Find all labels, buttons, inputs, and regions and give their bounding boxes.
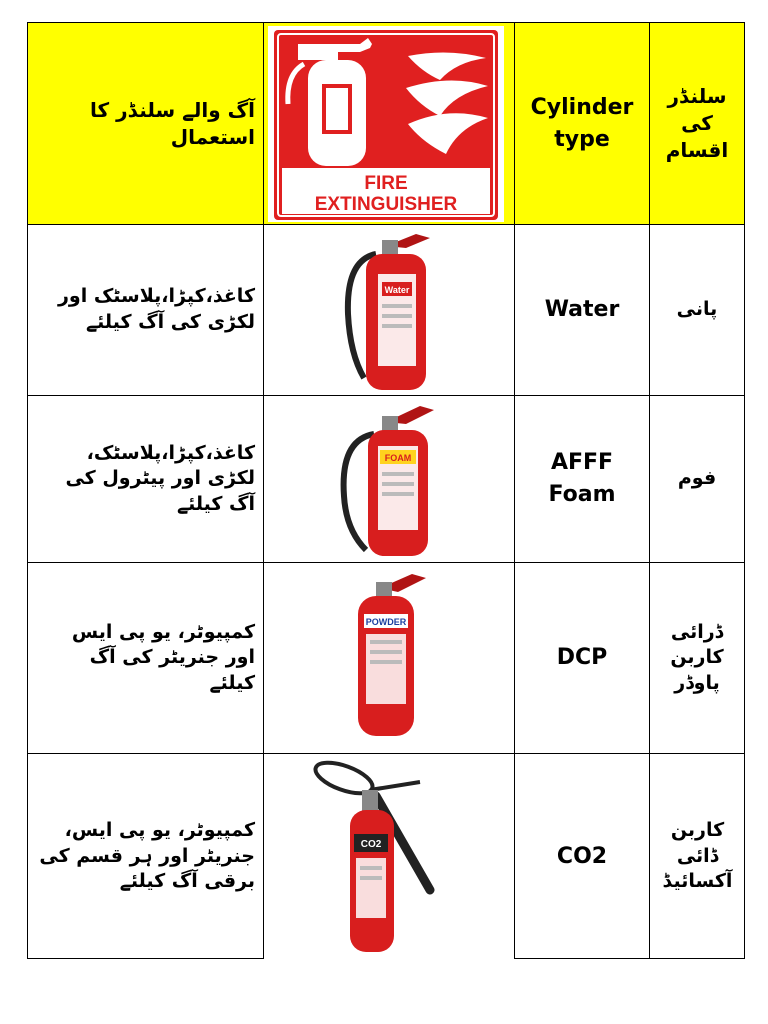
- co2-extinguisher-image: [310, 760, 440, 956]
- water-extinguisher-image: [330, 226, 442, 394]
- row-water-type-ur-cell: [650, 225, 745, 396]
- fire-extinguisher-sign: [268, 26, 504, 222]
- row-powder-type-en-cell: [515, 563, 650, 754]
- foam-extinguisher-image: [330, 400, 442, 560]
- header-use-title: آگ والے سلنڈر کا استعمال: [90, 97, 255, 149]
- powder-extinguisher-image: [346, 570, 436, 744]
- row-powder-use: کمپیوٹر، یو پی ایس اور جنریٹر کی آگ کیلئے: [71, 620, 255, 694]
- row-co2-use-cell: [28, 754, 264, 959]
- co2-label: CO2: [360, 839, 382, 850]
- row-powder-type-ur-cell: [650, 563, 745, 754]
- foam-label: FOAM: [384, 453, 412, 463]
- row-water-type-en-cell: [515, 225, 650, 396]
- header-type-en-cell: [515, 23, 650, 225]
- row-co2-type-en-cell: [515, 754, 650, 959]
- sign-text-extinguisher: EXTINGUISHER: [314, 194, 458, 215]
- water-label: Water: [384, 285, 410, 295]
- header-type-ur: سلنڈر کی اقسام: [665, 84, 729, 162]
- row-co2-use: کمپیوٹر، یو پی ایس، جنریٹر اور ہر قسم کی برقی آگ کیلئے: [39, 819, 255, 893]
- header-type-ur-cell: [650, 23, 745, 225]
- row-water-use: کاغذ،کپڑا،پلاسٹک اور لکڑی کی آگ کیلئے: [57, 285, 255, 333]
- header-type-en: Cylinder type: [530, 94, 634, 152]
- powder-label: POWDER: [365, 617, 407, 627]
- row-water-type-ur: پانی: [676, 298, 718, 321]
- row-foam-use-cell: [28, 396, 264, 563]
- row-powder-use-cell: [28, 563, 264, 754]
- row-foam-use: کاغذ،کپڑا،پلاسٹک، لکڑی اور پیٹرول کی آگ کیلئے: [65, 441, 255, 515]
- row-powder-type-ur: ڈرائی کاربن پاوڈر: [670, 620, 724, 694]
- header-use-cell: [28, 23, 264, 225]
- row-water-type-en: Water: [544, 297, 620, 323]
- sign-text-fire: FIRE: [364, 173, 408, 194]
- row-powder-type-en: DCP: [556, 645, 608, 671]
- row-foam-type-en: AFFF Foam: [548, 450, 616, 507]
- row-co2-type-ur-cell: [650, 754, 745, 959]
- row-foam-type-ur: فوم: [677, 467, 717, 490]
- row-water-use-cell: [28, 225, 264, 396]
- row-foam-type-en-cell: [515, 396, 650, 563]
- row-foam-type-ur-cell: [650, 396, 745, 563]
- row-co2-type-ur: کاربن ڈائی آکسائیڈ: [662, 819, 733, 893]
- row-co2-type-en: CO2: [556, 843, 608, 869]
